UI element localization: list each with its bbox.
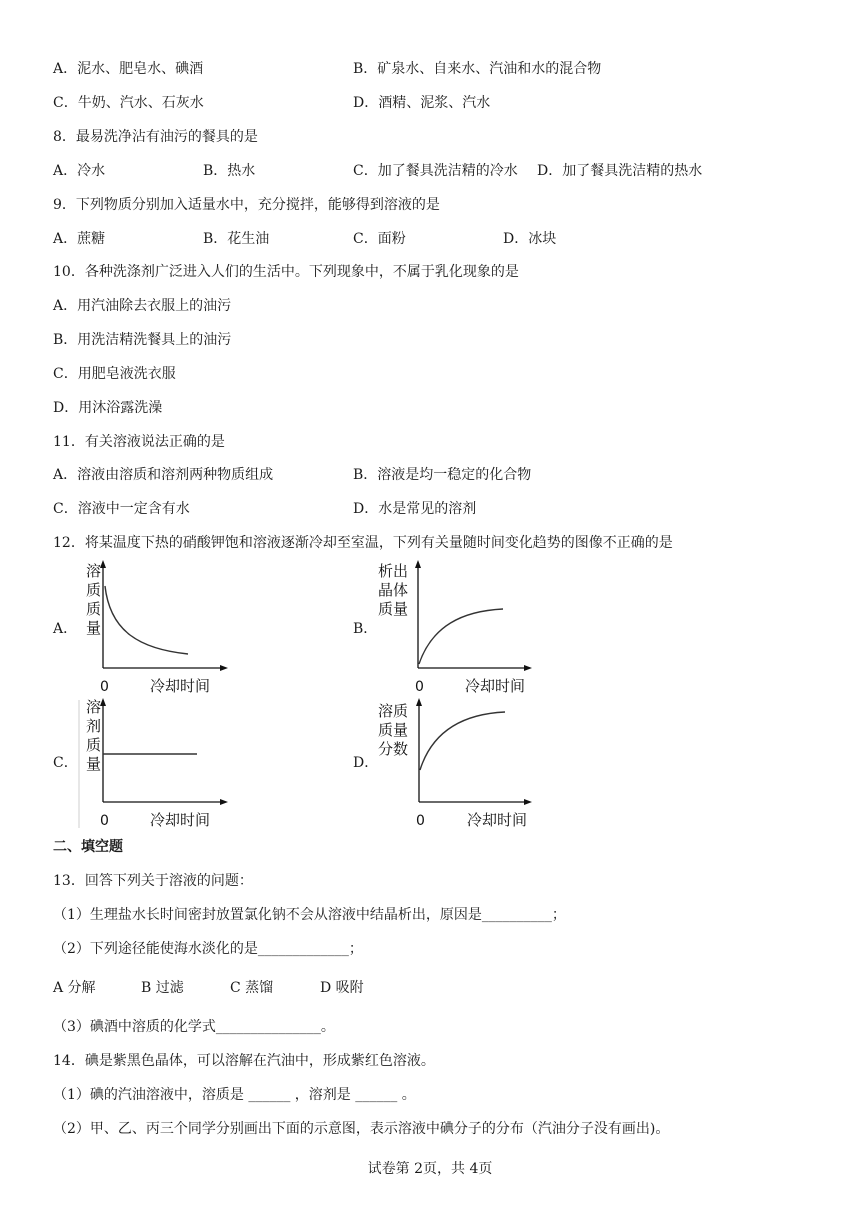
q14-part-1: （1）碘的汽油溶液中，溶质是 ______ ，溶剂是 ______ 。 xyxy=(53,1087,416,1103)
q13-option-b: B 过滤 xyxy=(141,980,184,996)
q12-option-d-label: D． xyxy=(353,755,379,771)
graph-b-xlabel: 冷却时间 xyxy=(465,677,526,695)
graph-d-ylabel-2: 质量 xyxy=(378,721,409,739)
graph-c-ylabel-2: 剂 xyxy=(86,717,102,735)
q11-stem: 11．有关溶液说法正确的是 xyxy=(53,434,225,450)
graph-c-xlabel: 冷却时间 xyxy=(150,811,211,829)
q10-option-a: A．用汽油除去衣服上的油污 xyxy=(53,298,232,314)
q8-option-c: C．加了餐具洗洁精的冷水 xyxy=(353,163,518,179)
graph-c-ylabel-3: 质 xyxy=(86,736,102,754)
q7-option-d: D．酒精、泥浆、汽水 xyxy=(353,95,491,111)
q14-stem: 14．碘是紫黑色晶体，可以溶解在汽油中，形成紫红色溶液。 xyxy=(53,1053,435,1069)
graph-b-ylabel-1: 析出 xyxy=(378,562,409,580)
q7-option-c: C．牛奶、汽水、石灰水 xyxy=(53,95,204,111)
section-heading: 二、填空题 xyxy=(53,839,123,855)
graph-d-x-arrow xyxy=(524,799,532,805)
q10-option-c: C．用肥皂液洗衣服 xyxy=(53,366,176,382)
graph-c-ylabel-4: 量 xyxy=(86,755,102,773)
q9-stem: 9．下列物质分别加入适量水中，充分搅拌，能够得到溶液的是 xyxy=(53,197,440,213)
graph-a-ylabel-4: 量 xyxy=(86,619,102,637)
q13-part-1: （1）生理盐水长时间密封放置氯化钠不会从溶液中结晶析出，原因是__________； xyxy=(53,907,566,923)
q11-option-c: C．溶液中一定含有水 xyxy=(53,501,190,517)
q8-option-d: D．加了餐具洗洁精的热水 xyxy=(537,163,703,179)
q13-option-c: C 蒸馏 xyxy=(230,980,274,996)
graph-d-xlabel: 冷却时间 xyxy=(467,811,528,829)
graph-d xyxy=(372,692,537,834)
q13-option-a: A 分解 xyxy=(53,980,96,996)
q11-option-b: B．溶液是均一稳定的化合物 xyxy=(353,467,532,483)
page-footer: 试卷第 2页，共 4页 xyxy=(367,1161,493,1177)
graph-c-ylabel-1: 溶 xyxy=(86,698,102,716)
graph-b xyxy=(372,556,537,698)
q12-stem: 12．将某温度下热的硝酸钾饱和溶液逐渐冷却至室温，下列有关量随时间变化趋势的图像不正确的是 xyxy=(53,535,673,551)
q13-part-2: （2）下列途径能使海水淡化的是_____________； xyxy=(53,941,363,957)
q8-option-a: A．冷水 xyxy=(53,163,106,179)
q10-option-d: D．用沐浴露洗澡 xyxy=(53,400,163,416)
q12-option-b-label: B． xyxy=(353,621,378,637)
q8-stem: 8．最易洗净沾有油污的餐具的是 xyxy=(53,129,258,145)
q13-option-d: D 吸附 xyxy=(320,980,364,996)
q10-option-b: B．用洗洁精洗餐具上的油污 xyxy=(53,332,232,348)
graph-a-ylabel-2: 质 xyxy=(86,581,102,599)
graph-b-ylabel-3: 质量 xyxy=(378,600,409,618)
q9-option-a: A．蔗糖 xyxy=(53,231,106,247)
q14-part-2: （2）甲、乙、丙三个同学分别画出下面的示意图，表示溶液中碘分子的分布（汽油分子没有画出)。 xyxy=(53,1121,670,1137)
q8-option-b: B．热水 xyxy=(203,163,256,179)
graph-a-x-arrow xyxy=(220,665,228,671)
graph-d-origin: 0 xyxy=(416,813,425,829)
q10-stem: 10．各种洗涤剂广泛进入人们的生活中。下列现象中，不属于乳化现象的是 xyxy=(53,264,519,280)
graph-b-x-arrow xyxy=(524,665,532,671)
graph-d-ylabel-3: 分数 xyxy=(378,740,409,758)
q13-stem: 13．回答下列关于溶液的问题： xyxy=(53,873,253,889)
graph-a-ylabel-1: 溶 xyxy=(86,562,102,580)
graph-b-ylabel-2: 晶体 xyxy=(378,581,409,599)
q7-option-b: B．矿泉水、自来水、汽油和水的混合物 xyxy=(353,61,602,77)
graph-b-y-arrow xyxy=(415,560,421,568)
graph-a-xlabel: 冷却时间 xyxy=(150,677,211,695)
q9-option-b: B．花生油 xyxy=(203,231,270,247)
q7-option-a: A．泥水、肥皂水、碘酒 xyxy=(53,61,204,77)
graph-c-x-arrow xyxy=(220,799,228,805)
graph-a-origin: 0 xyxy=(100,679,109,695)
q12-option-a-label: A． xyxy=(53,621,78,637)
graph-a xyxy=(74,556,234,698)
graph-d-ylabel-1: 溶质 xyxy=(378,702,409,720)
graph-a-ylabel-3: 质 xyxy=(86,600,102,618)
graph-d-curve xyxy=(420,712,505,770)
graph-a-curve xyxy=(105,586,188,654)
graph-c-origin: 0 xyxy=(100,813,109,829)
q12-option-c-label: C． xyxy=(53,755,78,771)
q11-option-a: A．溶液由溶质和溶剂两种物质组成 xyxy=(53,467,274,483)
graph-c xyxy=(74,692,234,834)
graph-b-curve xyxy=(419,609,503,664)
graph-b-origin: 0 xyxy=(415,679,424,695)
q9-option-c: C．面粉 xyxy=(353,231,406,247)
q11-option-d: D．水是常见的溶剂 xyxy=(353,501,477,517)
q9-option-d: D．冰块 xyxy=(503,231,557,247)
graph-d-y-arrow xyxy=(416,698,422,706)
q13-part-3: （3）碘酒中溶质的化学式_______________。 xyxy=(53,1019,335,1035)
